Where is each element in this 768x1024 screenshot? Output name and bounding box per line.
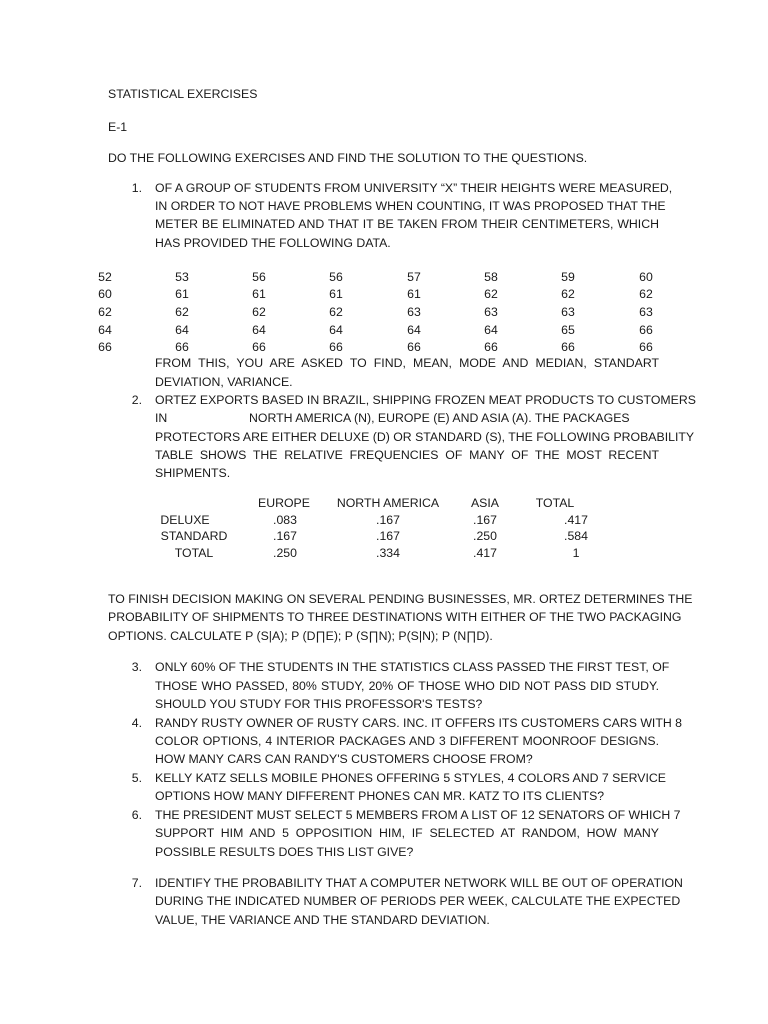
question-text-line: OPTIONS HOW MANY DIFFERENT PHONES CAN MR. KATZ TO ITS CLIENTS?: [155, 789, 605, 803]
data-cell: 61: [407, 287, 421, 301]
intro-instructions: DO THE FOLLOWING EXERCISES AND FIND THE SOLUTION TO THE QUESTIONS.: [108, 151, 588, 165]
question-text-line: TABLE SHOWS THE RELATIVE FREQUENCIES OF MANY OF THE MOST RECENT: [155, 448, 659, 462]
table-cell: .417: [473, 546, 497, 560]
data-cell: 66: [639, 323, 653, 337]
question-text-line: VALUE, THE VARIANCE AND THE STANDARD DEVIATION.: [155, 913, 490, 927]
document-title: STATISTICAL EXERCISES: [108, 87, 258, 101]
table-header: EUROPE: [258, 496, 310, 510]
data-cell: 52: [98, 270, 112, 284]
question-text-line: DEVIATION, VARIANCE.: [155, 375, 293, 389]
question-text-line: RANDY RUSTY OWNER OF RUSTY CARS. INC. IT OFFERS ITS CUSTOMERS CARS WITH 8: [155, 716, 683, 730]
table-cell: .167: [376, 513, 400, 527]
question-number: 2.: [131, 393, 142, 407]
question-number: 6.: [131, 808, 142, 822]
table-row-label: TOTAL: [174, 546, 214, 560]
data-cell: 62: [484, 287, 498, 301]
exercise-code: E-1: [108, 120, 128, 134]
data-cell: 57: [407, 270, 421, 284]
data-cell: 62: [98, 305, 112, 319]
table-cell: .250: [273, 546, 297, 560]
paragraph-line: OPTIONS. CALCULATE P (S|A); P (D∏E); P (S∏N); P(S|N); P (N∏D).: [108, 629, 493, 643]
question-number: 1.: [131, 181, 142, 195]
paragraph-line: TO FINISH DECISION MAKING ON SEVERAL PENDING BUSINESSES, MR. ORTEZ DETERMINES THE: [108, 592, 693, 606]
data-cell: 66: [561, 340, 575, 354]
question-number: 4.: [131, 716, 142, 730]
question-text-line: NORTH AMERICA (N), EUROPE (E) AND ASIA (A). THE PACKAGES: [249, 411, 630, 425]
data-cell: 58: [484, 270, 498, 284]
data-cell: 56: [329, 270, 343, 284]
table-cell: .167: [473, 513, 497, 527]
question-text-line: POSSIBLE RESULTS DOES THIS LIST GIVE?: [155, 845, 414, 859]
question-number: 3.: [131, 660, 142, 674]
data-cell: 65: [561, 323, 575, 337]
data-cell: 66: [98, 340, 112, 354]
data-cell: 61: [252, 287, 266, 301]
data-cell: 63: [407, 305, 421, 319]
table-header: ASIA: [470, 496, 500, 510]
question-text-line: HOW MANY CARS CAN RANDY'S CUSTOMERS CHOOSE FROM?: [155, 752, 533, 766]
table-cell: .417: [564, 513, 588, 527]
table-row-label: DELUXE: [160, 513, 210, 527]
question-text-line: IDENTIFY THE PROBABILITY THAT A COMPUTER NETWORK WILL BE OUT OF OPERATION: [155, 876, 683, 890]
question-text-line: METER BE ELIMINATED AND THAT IT BE TAKEN FROM THEIR CENTIMETERS, WHICH: [155, 217, 659, 231]
table-cell: .584: [564, 529, 588, 543]
table-header: TOTAL: [535, 496, 575, 510]
question-text-line: ORTEZ EXPORTS BASED IN BRAZIL, SHIPPING FROZEN MEAT PRODUCTS TO CUSTOMERS: [155, 393, 696, 407]
table-cell: .167: [376, 529, 400, 543]
question-text-line: IN ORDER TO NOT HAVE PROBLEMS WHEN COUNTING, IT WAS PROPOSED THAT THE: [155, 199, 666, 213]
table-cell: .167: [273, 529, 297, 543]
data-cell: 64: [175, 323, 189, 337]
data-cell: 62: [329, 305, 343, 319]
question-text-line: KELLY KATZ SELLS MOBILE PHONES OFFERING 5 STYLES, 4 COLORS AND 7 SERVICE: [155, 771, 666, 785]
data-cell: 64: [98, 323, 112, 337]
data-cell: 60: [98, 287, 112, 301]
data-cell: 64: [329, 323, 343, 337]
data-cell: 63: [484, 305, 498, 319]
question-text-line: PROTECTORS ARE EITHER DELUXE (D) OR STANDARD (S), THE FOLLOWING PROBABILITY: [155, 430, 695, 444]
data-cell: 66: [252, 340, 266, 354]
question-text-line: SHIPMENTS.: [155, 466, 231, 480]
question-number: 5.: [131, 771, 142, 785]
paragraph-line: PROBABILITY OF SHIPMENTS TO THREE DESTINATIONS WITH EITHER OF THE TWO PACKAGING: [108, 610, 682, 624]
question-text-line: SUPPORT HIM AND 5 OPPOSITION HIM, IF SELECTED AT RANDOM, HOW MANY: [155, 826, 659, 840]
question-number: 7.: [131, 876, 142, 890]
table-cell: .334: [376, 546, 400, 560]
data-cell: 62: [561, 287, 575, 301]
data-cell: 61: [329, 287, 343, 301]
question-text-line: HAS PROVIDED THE FOLLOWING DATA.: [155, 236, 391, 250]
table-cell: .083: [273, 513, 297, 527]
data-cell: 64: [407, 323, 421, 337]
data-cell: 63: [639, 305, 653, 319]
data-cell: 53: [175, 270, 189, 284]
table-row-label: STANDARD: [160, 529, 228, 543]
question-text-line: IN: [155, 411, 168, 425]
data-cell: 66: [175, 340, 189, 354]
data-cell: 56: [252, 270, 266, 284]
data-cell: 62: [639, 287, 653, 301]
question-text-line: SHOULD YOU STUDY FOR THIS PROFESSOR'S TESTS?: [155, 697, 483, 711]
question-text-line: THE PRESIDENT MUST SELECT 5 MEMBERS FROM A LIST OF 12 SENATORS OF WHICH 7: [155, 808, 681, 822]
question-text-line: ONLY 60% OF THE STUDENTS IN THE STATISTICS CLASS PASSED THE FIRST TEST, OF: [155, 660, 670, 674]
question-text-line: OF A GROUP OF STUDENTS FROM UNIVERSITY “X” THEIR HEIGHTS WERE MEASURED,: [155, 181, 673, 195]
table-cell: .250: [473, 529, 497, 543]
question-text-line: FROM THIS, YOU ARE ASKED TO FIND, MEAN, MODE AND MEDIAN, STANDART: [155, 356, 659, 370]
data-cell: 64: [252, 323, 266, 337]
data-cell: 61: [175, 287, 189, 301]
data-cell: 59: [561, 270, 575, 284]
table-header: NORTH AMERICA: [336, 496, 440, 510]
data-cell: 66: [329, 340, 343, 354]
data-cell: 60: [639, 270, 653, 284]
table-cell: 1: [572, 546, 580, 560]
data-cell: 62: [175, 305, 189, 319]
data-cell: 63: [561, 305, 575, 319]
data-cell: 62: [252, 305, 266, 319]
question-text-line: DURING THE INDICATED NUMBER OF PERIODS PER WEEK, CALCULATE THE EXPECTED: [155, 894, 681, 908]
data-cell: 66: [484, 340, 498, 354]
data-cell: 64: [484, 323, 498, 337]
question-text-line: THOSE WHO PASSED, 80% STUDY, 20% OF THOSE WHO DID NOT PASS DID STUDY.: [155, 679, 659, 693]
question-text-line: COLOR OPTIONS, 4 INTERIOR PACKAGES AND 3 DIFFERENT MOONROOF DESIGNS.: [155, 734, 659, 748]
data-cell: 66: [407, 340, 421, 354]
data-cell: 66: [639, 340, 653, 354]
